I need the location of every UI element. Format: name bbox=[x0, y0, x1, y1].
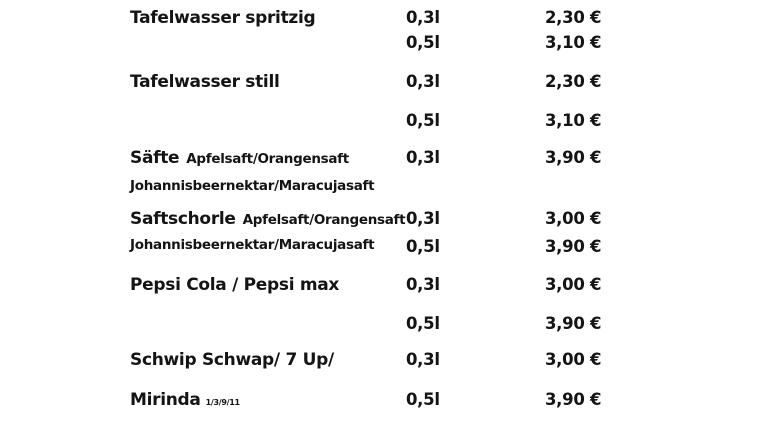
menu-row bbox=[0, 33, 768, 55]
menu-row bbox=[0, 209, 768, 231]
menu-row bbox=[0, 275, 768, 297]
item-price: 3,90 € bbox=[545, 390, 602, 409]
item-price: 3,10 € bbox=[545, 111, 602, 130]
item-name: Pepsi Cola / Pepsi max bbox=[130, 275, 340, 295]
menu-row bbox=[0, 8, 768, 30]
menu-row bbox=[0, 178, 768, 200]
item-name: Saftschorle Apfelsaft/Orangensaft bbox=[130, 209, 406, 229]
item-name: Schwip Schwap/ 7 Up/ bbox=[130, 350, 334, 370]
item-name: Johannisbeernektar/Maracujasaft bbox=[130, 237, 375, 253]
item-size: 0,5l bbox=[406, 314, 440, 333]
item-variants-note: Apfelsaft/Orangensaft bbox=[186, 151, 349, 167]
item-size: 0,5l bbox=[406, 390, 440, 409]
item-size: 0,3l bbox=[406, 72, 440, 91]
item-name: Johannisbeernektar/Maracujasaft bbox=[130, 178, 375, 194]
item-price: 3,90 € bbox=[545, 314, 602, 333]
menu-row bbox=[0, 72, 768, 94]
item-name: Tafelwasser still bbox=[130, 72, 280, 92]
menu-row bbox=[0, 111, 768, 133]
item-price: 2,30 € bbox=[545, 72, 602, 91]
menu-row bbox=[0, 148, 768, 170]
menu-row bbox=[0, 390, 768, 412]
item-variants-note: Apfelsaft/Orangensaft bbox=[242, 212, 406, 228]
item-price: 3,00 € bbox=[545, 350, 602, 369]
item-size: 0,5l bbox=[406, 237, 440, 256]
item-size: 0,3l bbox=[406, 8, 440, 27]
item-price: 2,30 € bbox=[545, 8, 602, 27]
item-name: Mirinda 1/3/9/11 bbox=[130, 390, 240, 410]
menu-row bbox=[0, 314, 768, 336]
item-size: 0,3l bbox=[406, 148, 440, 167]
item-price: 3,10 € bbox=[545, 33, 602, 52]
item-size: 0,3l bbox=[406, 275, 440, 294]
item-size: 0,5l bbox=[406, 33, 440, 52]
menu-row bbox=[0, 237, 768, 259]
item-price: 3,00 € bbox=[545, 275, 602, 294]
item-size: 0,3l bbox=[406, 209, 440, 228]
menu-row bbox=[0, 350, 768, 372]
item-price: 3,00 € bbox=[545, 209, 602, 228]
item-name: Säfte Apfelsaft/Orangensaft bbox=[130, 148, 349, 168]
item-price: 3,90 € bbox=[545, 148, 602, 167]
item-additives-footnote: 1/3/9/11 bbox=[205, 398, 240, 407]
item-size: 0,3l bbox=[406, 350, 440, 369]
item-name: Tafelwasser spritzig bbox=[130, 8, 316, 28]
item-size: 0,5l bbox=[406, 111, 440, 130]
item-price: 3,90 € bbox=[545, 237, 602, 256]
